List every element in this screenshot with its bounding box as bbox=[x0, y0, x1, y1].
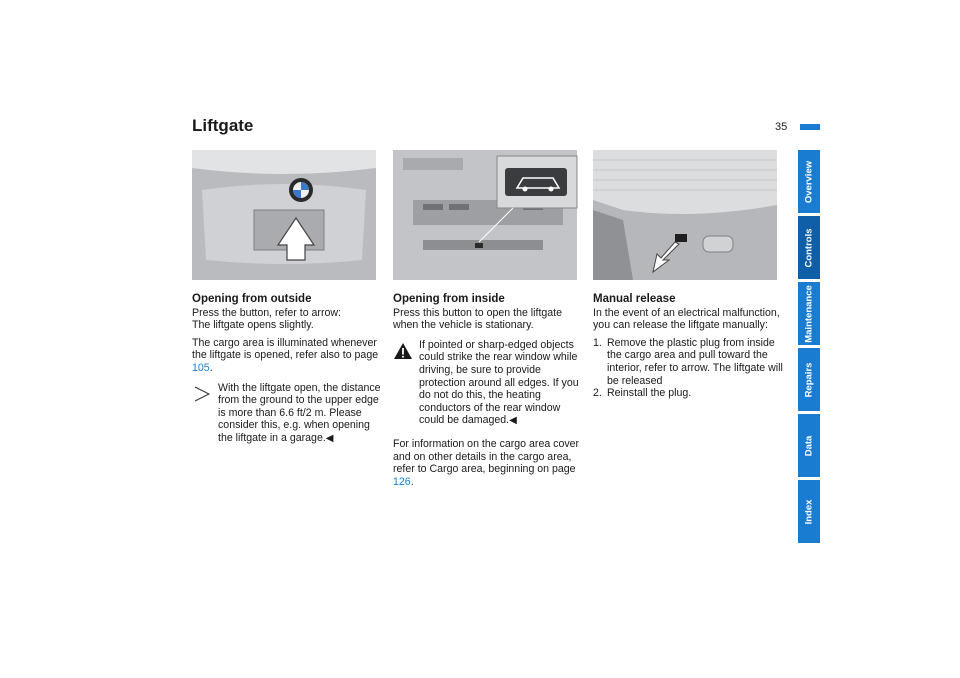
tab-repairs[interactable] bbox=[798, 348, 820, 411]
step-number: 1. bbox=[593, 336, 602, 349]
note-text: With the liftgate open, the distance from the ground to the upper edge is more than 6.6 ft/2 m. Please consider this, e.g. when opening the liftgate in a garage. bbox=[218, 381, 381, 444]
text: For information on the cargo area cover and on other details in the cargo area, refer to Cargo area, beginning on page bbox=[393, 437, 580, 476]
step-text: Reinstall the plug. bbox=[607, 387, 692, 400]
paragraph: Press this button to open the liftgate when the vehicle is stationary. bbox=[393, 306, 563, 332]
image-code: 530de246 bbox=[183, 235, 193, 276]
text: . bbox=[410, 475, 414, 488]
paragraph: In the event of an electrical malfunction, you can release the liftgate manually: bbox=[593, 306, 780, 332]
list-item bbox=[593, 337, 783, 387]
column-manual-release bbox=[593, 293, 783, 400]
step-text: Remove the plastic plug from inside the cargo area and pull toward the interior, refer to arrow. The liftgate will be released bbox=[607, 336, 783, 387]
tab-label: Index bbox=[803, 499, 815, 524]
page-title: Liftgate bbox=[192, 116, 254, 135]
step-number: 2. bbox=[593, 387, 602, 400]
paragraph bbox=[192, 307, 382, 332]
tab-label: Overview bbox=[803, 160, 815, 203]
page-link[interactable]: 105 bbox=[192, 361, 210, 374]
page-number: 35 bbox=[775, 121, 788, 133]
liftgate-exterior-photo bbox=[183, 150, 376, 280]
tab-overview[interactable] bbox=[798, 150, 820, 213]
warning-icon bbox=[393, 341, 413, 361]
tab-maintenance[interactable] bbox=[798, 282, 820, 345]
tab-label: Maintenance bbox=[803, 284, 815, 343]
paragraph bbox=[192, 337, 382, 375]
paragraph bbox=[393, 438, 583, 488]
text: The cargo area is illuminated whenever the liftgate is opened, refer also to page bbox=[192, 336, 379, 362]
column-opening-inside bbox=[393, 293, 583, 493]
section-heading: Opening from inside bbox=[393, 293, 505, 305]
note-block bbox=[192, 382, 382, 446]
note-wrap bbox=[192, 382, 382, 446]
warning-text: If pointed or sharp-edged objects could strike the rear window while driving, be sure to provide protection around all edges. If you do not do this, the heating conductors of the rear window could be damaged. bbox=[419, 338, 579, 427]
section-heading: Opening from outside bbox=[192, 293, 312, 305]
tab-label: Data bbox=[803, 435, 815, 456]
text: . bbox=[209, 361, 213, 374]
page-link[interactable]: 126 bbox=[393, 475, 411, 488]
warning-block bbox=[393, 339, 583, 428]
note-arrow-icon bbox=[192, 384, 212, 404]
interior-button-photo bbox=[384, 150, 577, 280]
text-line: Press the button, refer to arrow: bbox=[192, 306, 341, 319]
image-code: 530de316 bbox=[584, 235, 594, 276]
tab-index[interactable] bbox=[798, 480, 820, 543]
warning-wrap bbox=[393, 339, 583, 428]
text-line: The liftgate opens slightly. bbox=[192, 319, 314, 332]
end-mark: ◀ bbox=[509, 415, 517, 427]
manual-release-photo bbox=[584, 150, 777, 280]
page-number-bar bbox=[800, 124, 820, 130]
tab-label: Repairs bbox=[803, 362, 815, 397]
end-mark: ◀ bbox=[325, 432, 334, 444]
section-heading: Manual release bbox=[593, 293, 676, 305]
steps-list bbox=[593, 337, 783, 400]
tab-label: Controls bbox=[803, 227, 815, 268]
image-code: 530de315 bbox=[384, 235, 394, 276]
tab-data[interactable] bbox=[798, 414, 820, 477]
column-opening-outside bbox=[192, 293, 382, 446]
list-item bbox=[593, 387, 783, 400]
tab-controls[interactable] bbox=[798, 216, 820, 279]
